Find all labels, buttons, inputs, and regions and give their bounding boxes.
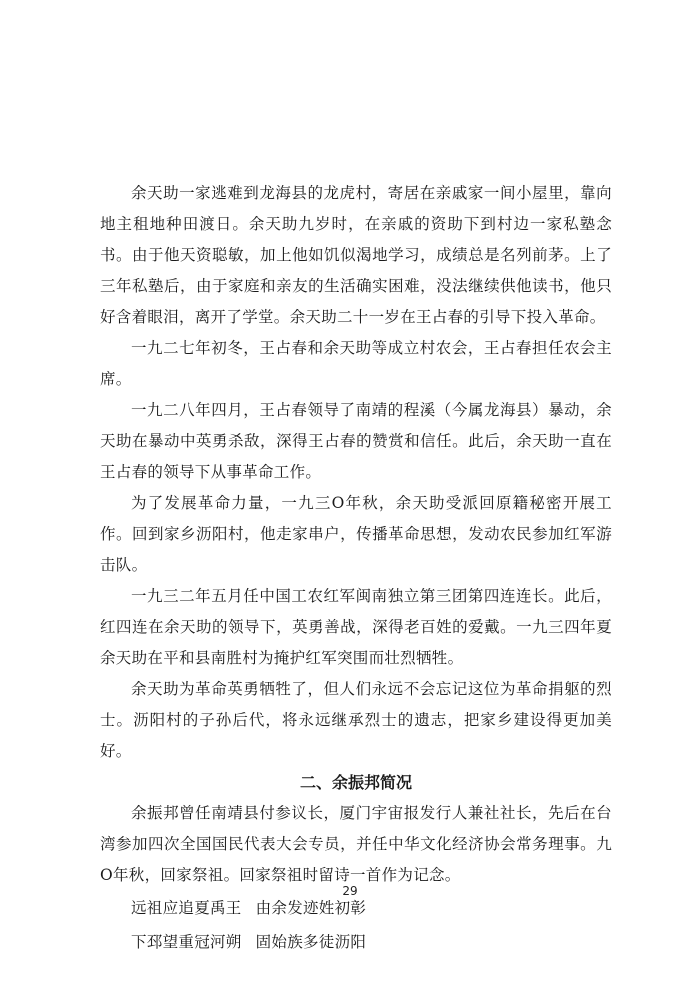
poem bbox=[100, 891, 612, 959]
page-number: 29 bbox=[342, 884, 358, 898]
paragraph-chengxi-uprising: 一九二八年四月，王占春领导了南靖的程溪（今属龙海县）暴动，余天助在暴动中英勇杀敌，深得王占春的赞赏和信任。此后，余天助一直在王占春的领导下从事革命工作。 bbox=[100, 401, 612, 481]
poem-line-second-half: 由余发迹姓初彰 bbox=[255, 899, 367, 917]
paragraph-family-refuge: 余天助一家逃难到龙海县的龙虎村，寄居在亲戚家一间小屋里，靠向地主租地种田渡日。余天助九岁时，在亲戚的资助下到村边一家私塾念书。由于他天资聪敏，加上他如饥似渴地学习，成绩总是名列前茅。上了三年私塾后，由于家庭和亲友的生活确实困难，没法继续供他读书，他只好含着眼泪，离开了学堂。余天助二十一岁在王占春的引导下投入革命。 bbox=[100, 184, 612, 326]
section-heading: 二、余振邦简况 bbox=[299, 773, 412, 792]
paragraph-peasant-union: 一九二七年初冬，王占春和余天助等成立村农会，王占春担任农会主席。 bbox=[100, 339, 612, 388]
poem-line-first-half: 下邳望重冠河朔 bbox=[131, 933, 242, 951]
paragraph-memorial: 余天助为革命英勇牺牲了，但人们永远不会忘记这位为革命捐躯的烈士。沥阳村的子孙后代，将永远继承烈士的遗志，把家乡建设得更加美好。 bbox=[100, 680, 612, 760]
poem-line bbox=[100, 925, 612, 959]
paragraph-company-commander: 一九三二年五月任中国工农红军闽南独立第三团第四连连长。此后，红四连在余天助的领导下，英勇善战，深得老百姓的爱戴。一九三四年夏余天助在平和县南胜村为掩护红军突围而壮烈牺牲。 bbox=[100, 587, 612, 667]
poem-line-second-half: 固始族多徒沥阳 bbox=[255, 933, 367, 951]
paragraph-yu-zhenbang: 余振邦曾任南靖县付参议长，厦门宇宙报发行人兼社社长，先后在台湾参加四次全国国民代表大会专员，并任中华文化经济协会常务理事。九O年秋，回家祭祖。回家祭祖时留诗一首作为记念。 bbox=[100, 804, 612, 884]
poem-line-first-half: 远祖应追夏禹王 bbox=[131, 899, 242, 917]
page-body bbox=[100, 178, 612, 959]
paragraph-return-home: 为了发展革命力量，一九三O年秋，余天助受派回原籍秘密开展工作。回到家乡沥阳村，他走家串户，传播革命思想，发动农民参加红军游击队。 bbox=[100, 494, 612, 574]
